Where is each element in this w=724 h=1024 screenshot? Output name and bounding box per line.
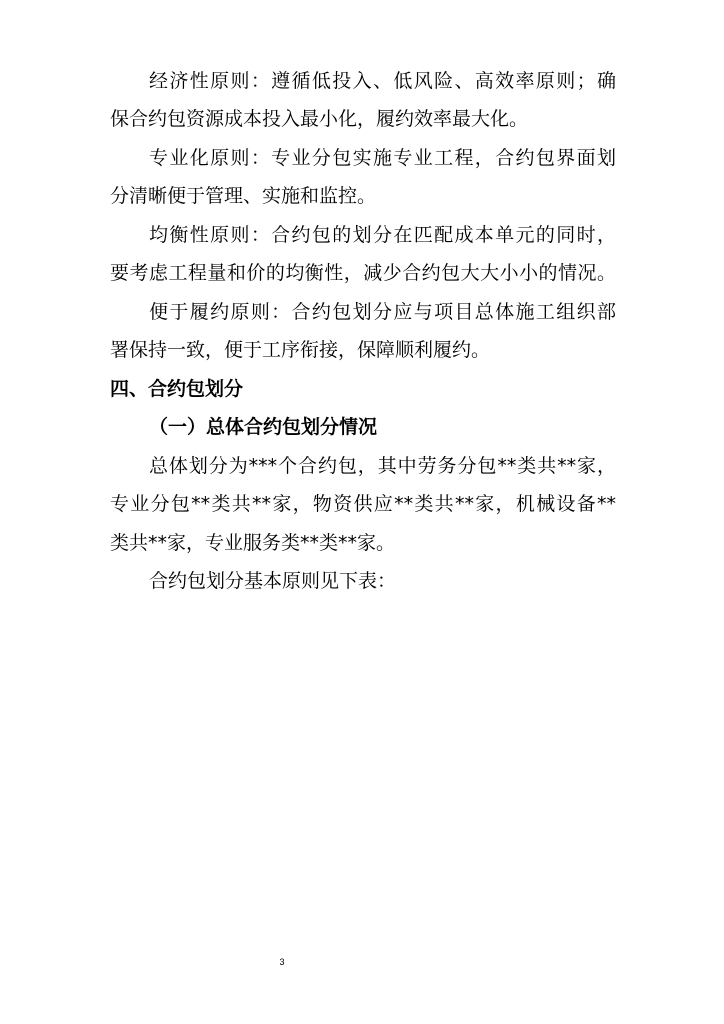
paragraph-specialization-line-2: 分清晰便于管理、实施和监控。 [110, 185, 377, 207]
paragraph-specialization-line-1: 专业化原则：专业分包实施专业工程，合约包界面划 [149, 147, 616, 169]
paragraph-balance-line-2: 要考虑工程量和价的均衡性，减少合约包大大小小的情况。 [110, 262, 616, 284]
paragraph-performance-line-2: 署保持一致，便于工序衔接，保障顺利履约。 [110, 339, 491, 361]
overview-line-1: 总体划分为***个合约包，其中劳务分包**类共**家， [149, 455, 616, 477]
overview-line-2: 专业分包**类共**家，物资供应**类共**家，机械设备** [110, 493, 616, 515]
overview-line-3: 类共**家，专业服务类**类**家。 [110, 532, 396, 554]
paragraph-performance-line-1: 便于履约原则：合约包划分应与项目总体施工组织部 [149, 301, 616, 323]
paragraph-economy-line-2: 保合约包资源成本投入最小化，履约效率最大化。 [110, 108, 529, 130]
subsection-heading: （一）总体合约包划分情况 [149, 416, 378, 438]
page-number: 3 [279, 957, 285, 967]
paragraph-economy-line-1: 经济性原则：遵循低投入、低风险、高效率原则；确 [149, 70, 616, 92]
paragraph-balance-line-1: 均衡性原则：合约包的划分在匹配成本单元的同时， [149, 224, 616, 246]
table-intro-text: 合约包划分基本原则见下表： [149, 570, 397, 592]
section-heading: 四、合约包划分 [110, 378, 244, 400]
